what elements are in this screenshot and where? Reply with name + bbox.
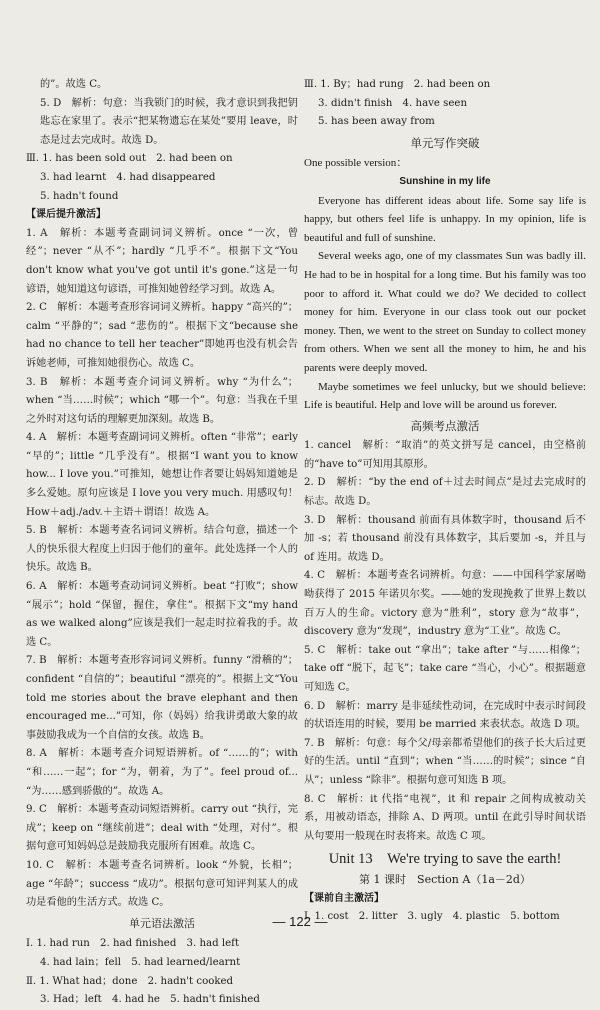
answer-line: 4. had lain；fell 5. had learned/learnt xyxy=(40,956,241,968)
right-column xyxy=(304,76,586,927)
essay-paragraph: Several weeks ago, one of my classmates Sun was badly ill. He had to be in hospital for a long time. But his family was too poor to afford it. What could we do? We decided to collect money for him. Everyone in our class took out our pocket money. Then, we went to the street on Sunday to collect money from others. When we sent all the money to him, he and his parents were deeply moved. xyxy=(304,250,586,374)
answer-line: Ⅰ. 1. cost 2. litter 3. ugly 4. plastic 5. bottom xyxy=(304,911,560,923)
essay-paragraph: Maybe sometimes we feel unlucky, but we should believe: Life is beautiful. Help and love will be around us forever. xyxy=(304,380,586,412)
essay-paragraph: Everyone has different ideas about life. Some say life is happy, but others feel life is unhappy. In my opinion, life is beautiful and full of sunshine. xyxy=(304,194,586,244)
answer-line: 3. had learnt 4. had disappeared xyxy=(40,171,216,183)
answer-line: Ⅲ. 1. By；had rung 2. had been on xyxy=(304,79,491,90)
section-heading: 【课后提升激活】 xyxy=(26,209,106,221)
answer-explanation: 6. D 解析：marry 是非延续性动词，在完成时中表示时间段的状语连用的时候，要用 be married 来表状态。故选 D 项。 xyxy=(304,700,586,731)
answer-explanation: 6. A 解析：本题考查动词词义辨析。beat “打败”；show “展示”；hold “保留，握住，拿住”。根据下文“my hand as we walked along”应该是我们一起走时拉着我的手。故选 C。 xyxy=(26,581,298,648)
page-number: — 122 — xyxy=(272,914,328,929)
section-heading: 单元语法激活 xyxy=(129,916,195,930)
answer-line: Ⅲ. 1. has been sold out 2. had been on xyxy=(26,153,233,165)
section-heading: 高频考点激活 xyxy=(410,418,480,433)
answer-explanation: 8. A 解析：本题考查介词短语辨析。of “……的”；with “和……一起”；for “为，朝着，为了”。feel proud of... “为……感到骄傲的”。故选 A。 xyxy=(26,748,298,797)
answer-line: 3. didn't finish 4. have seen xyxy=(318,97,468,109)
answer-explanation: 2. D 解析：“by the end of＋过去时间点”是过去完成时的标志。故选 D。 xyxy=(304,477,586,508)
section-heading: 【课前自主激活】 xyxy=(304,892,384,904)
answer-explanation: 5. B 解析：本题考查名词词义辨析。结合句意，描述一个人的快乐很大程度上归因于他们的童年。此处选择一个人的快乐。故选 B。 xyxy=(26,525,298,574)
lesson-title: 第 1 课时 Section A（1a－2d） xyxy=(359,872,531,886)
answer-explanation: 4. C 解析：本题考查名词辨析。句意：——中国科学家屠呦呦获得了 2015 年诺贝尔奖。——她的发现挽救了世界上数以百万人的生命。victory 意为“胜利”，story 意为“故事”，discovery 意为“发现”，industry 意为“工业”。故选 C。 xyxy=(304,570,586,638)
answer-line: 5. hadn't found xyxy=(40,190,119,202)
answer-explanation: 7. B 解析：本题考查形容词词义辨析。funny “滑稽的”；confident “自信的”；beautiful “漂亮的”。根据上文“You told me stories about the brave elephant and then encouraged me...”可知，你（妈妈）给我讲勇敢大象的故事鼓励我成为一个自信的女孩。故选 B。 xyxy=(26,655,298,741)
answer-line: 3. Had；left 4. had he 5. hadn't finished xyxy=(40,994,260,1006)
answer-explanation: 7. B 解析：句意：每个父/母亲都希望他们的孩子长大后过更好的生活。until “直到”；when “当……的时候”；since “自从”；unless “除非”。根据句意可知选 B 项。 xyxy=(304,737,586,786)
answer-explanation: 9. C 解析：本题考查动词短语辨析。carry out “执行，完成”；keep on “继续前进”；deal with “处理，对付”。根据句意可知妈妈总是鼓励我克服所有困难。故选 C。 xyxy=(26,804,298,853)
essay-title: Sunshine in my life xyxy=(399,175,491,187)
answer-explanation: 4. A 解析：本题考查副词词义辨析。often “非常”；early “早的”；little “几乎没有”。根据“I want you to know how... I love you.”可推知，她想让作者要让妈妈知道她是多么爱她。原句应该是 I love you very much. 用感叹句！How＋adj./adv.＋主语＋谓语！故选 A。 xyxy=(26,432,298,518)
answer-line: 5. has been away from xyxy=(318,116,435,128)
answer-explanation: 1. A 解析：本题考查副词词义辨析。once “一次，曾经”；never “从不”；hardly “几乎不”。根据下文“You don't know what you've got until it's gone.”这是一句谚语，她知道这句谚语，可推知她曾经学习到。故选 A。 xyxy=(26,227,298,295)
answer-line: Ⅱ. 1. What had；done 2. hadn't cooked xyxy=(26,975,234,987)
unit-title: Unit 13 We're trying to save the earth! xyxy=(328,851,562,868)
answer-line: 的”。故选 C。 xyxy=(40,79,108,90)
answer-explanation: 5. C 解析：take out “拿出”；take after “与……相像”；take off “脱下，起飞”；take care “当心，小心”。根据题意可知选 C。 xyxy=(304,644,586,693)
left-column xyxy=(26,76,298,1010)
answer-explanation: 2. C 解析：本题考查形容词词义辨析。happy “高兴的”；calm “平静的”；sad “悲伤的”。根据下文“because she had no chance to tell her teacher”即她再也没有机会告诉她老师，可推知她很伤心。故选 C。 xyxy=(26,302,298,369)
answer-explanation: 1. cancel 解析：“取消”的英文拼写是 cancel，由空格前的“have to”可知用其原形。 xyxy=(304,440,586,470)
answer-explanation: 3. D 解析：thousand 前面有具体数字时，thousand 后不加 -s；若 thousand 前没有具体数字，其后要加 -s，并且与 of 连用。故选 D。 xyxy=(304,514,586,563)
answer-explanation: 8. C 解析：it 代指“电视”，it 和 repair 之间构成被动关系，用被动语态，排除 A、D 两项。until 在此引导时间状语从句要用一般现在时表将来。故选 C 项。 xyxy=(304,793,586,842)
essay-intro: One possible version： xyxy=(304,157,408,170)
answer-explanation: 3. B 解析：本题考查介词词义辨析。why “为什么”；when “当……时候”；which “哪一个”。句意：当我在千里之外时对这句话的理解更加深刻。故选 B。 xyxy=(26,376,298,425)
answer-explanation: 5. D 解析：句意：当我锁门的时候，我才意识到我把钥匙忘在家里了。表示“把某物遗忘在某处”要用 leave，时态是过去完成时。故选 D。 xyxy=(40,97,298,146)
answer-explanation: 10. C 解析：本题考查名词辨析。look “外貌，长相”；age “年龄”；success “成功”。根据句意可知评判某人的成功是看他的生活方式。故选 C。 xyxy=(26,859,298,909)
section-heading: 单元写作突破 xyxy=(410,135,480,150)
answer-line: Ⅰ. 1. had run 2. had finished 3. had left xyxy=(26,938,240,950)
